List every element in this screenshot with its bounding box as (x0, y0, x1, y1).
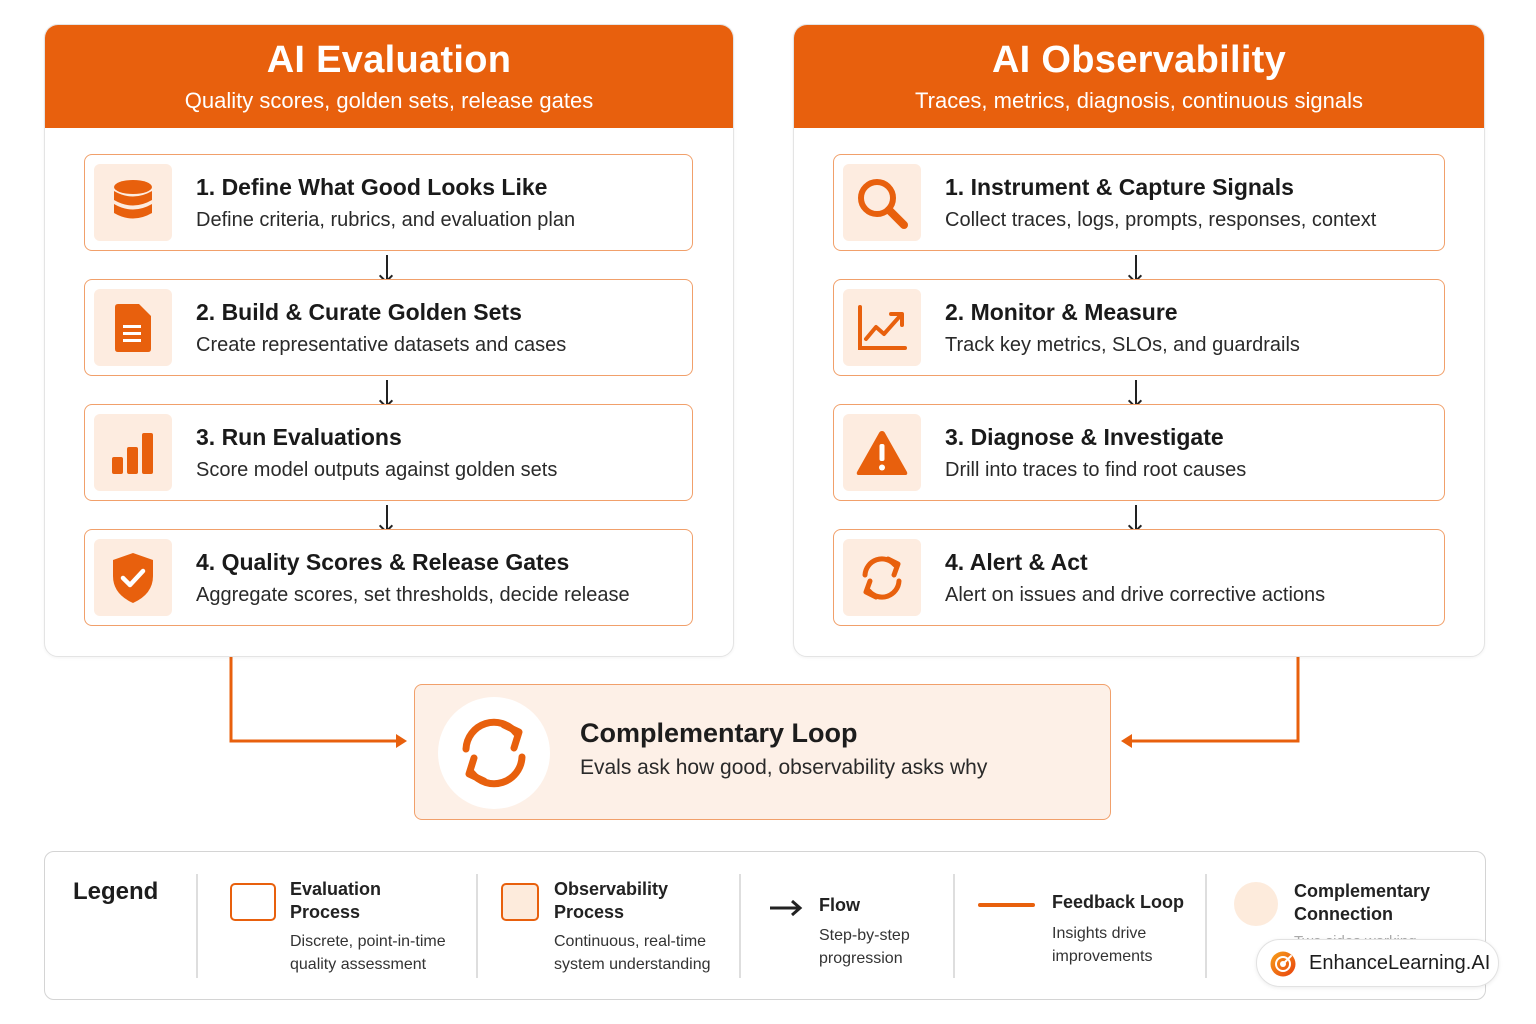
flow-arrow (386, 380, 388, 404)
legend-desc: Step-by-step progression (819, 927, 910, 967)
flow-arrow (1135, 255, 1137, 279)
observability-header (794, 25, 1484, 128)
warning-icon (843, 414, 921, 491)
document-icon (94, 289, 172, 366)
legend-desc: Continuous, real-time system understanding (554, 933, 711, 973)
observability-swatch (501, 883, 539, 921)
search-icon (843, 164, 921, 241)
observability-title: AI Observability (991, 38, 1287, 81)
brand-badge[interactable] (1256, 939, 1499, 987)
observability-panel (793, 24, 1485, 657)
legend-item-flow (819, 894, 910, 970)
legend-divider (476, 874, 478, 978)
right-feedback-arrowhead (1121, 734, 1132, 748)
legend-label: Evaluation Process (290, 879, 382, 922)
legend-divider (953, 874, 955, 978)
legend-title: Legend (73, 878, 159, 905)
step-title: 1. Define What Good Looks Like (196, 174, 548, 200)
feedback-loop-line-icon (978, 903, 1035, 907)
loop-title: Complementary Loop (580, 718, 858, 748)
evaluation-step-4 (84, 529, 693, 626)
database-icon (94, 164, 172, 241)
left-feedback-line (231, 657, 398, 741)
flow-arrow (386, 255, 388, 279)
evaluation-step-1 (84, 154, 693, 251)
legend-label: Feedback Loop (1052, 892, 1185, 912)
left-feedback-arrowhead (396, 734, 407, 748)
brand-logo-icon (1270, 951, 1296, 977)
step-desc: Aggregate scores, set thresholds, decide release (196, 584, 630, 606)
observability-subtitle: Traces, metrics, diagnosis, continuous signals (915, 87, 1363, 113)
connection-swatch (1234, 882, 1278, 926)
evaluation-swatch (230, 883, 276, 921)
line-chart-icon (843, 289, 921, 366)
flow-arrow (386, 505, 388, 529)
step-desc: Collect traces, logs, prompts, responses, context (945, 209, 1377, 231)
step-title: 4. Alert & Act (945, 549, 1088, 575)
evaluation-step-2 (84, 279, 693, 376)
step-desc: Drill into traces to find root causes (945, 459, 1247, 481)
step-desc: Score model outputs against golden sets (196, 459, 558, 481)
legend-label: Complementary Connection (1294, 881, 1431, 924)
cycle-icon (438, 697, 550, 809)
shield-check-icon (94, 539, 172, 616)
step-title: 2. Monitor & Measure (945, 299, 1178, 325)
flow-arrow (1135, 505, 1137, 529)
flow-arrow (1135, 380, 1137, 404)
legend-desc: Discrete, point-in-time quality assessment (290, 933, 446, 973)
bar-chart-icon (94, 414, 172, 491)
step-title: 2. Build & Curate Golden Sets (196, 299, 522, 325)
step-title: 4. Quality Scores & Release Gates (196, 549, 570, 575)
evaluation-panel (44, 24, 734, 657)
step-desc: Alert on issues and drive corrective actions (945, 584, 1326, 606)
loop-desc: Evals ask how good, observability asks why (580, 756, 988, 779)
observability-step-4 (833, 529, 1445, 626)
observability-step-3 (833, 404, 1445, 501)
evaluation-header (45, 25, 733, 128)
evaluation-subtitle: Quality scores, golden sets, release gates (184, 87, 594, 113)
evaluation-step-3 (84, 404, 693, 501)
step-title: 3. Diagnose & Investigate (945, 424, 1224, 450)
refresh-icon (843, 539, 921, 616)
legend-item-feedback (1052, 891, 1184, 968)
legend-divider (196, 874, 198, 978)
flow-arrow-icon (768, 898, 804, 918)
observability-step-2 (833, 279, 1445, 376)
step-desc: Create representative datasets and cases (196, 334, 567, 356)
evaluation-title: AI Evaluation (266, 38, 512, 81)
step-desc: Track key metrics, SLOs, and guardrails (945, 334, 1300, 356)
legend-divider (739, 874, 741, 978)
brand-text: EnhanceLearning.AI (1309, 952, 1491, 974)
legend-label: Observability Process (554, 879, 669, 922)
complementary-loop (414, 684, 1111, 820)
legend-item-observability (554, 878, 711, 976)
legend-desc: Insights drive improvements (1052, 925, 1153, 965)
step-title: 1. Instrument & Capture Signals (945, 174, 1294, 200)
step-title: 3. Run Evaluations (196, 424, 402, 450)
legend-label: Flow (819, 895, 860, 915)
legend-item-evaluation (290, 878, 446, 976)
step-desc: Define criteria, rubrics, and evaluation plan (196, 209, 576, 231)
observability-step-1 (833, 154, 1445, 251)
right-feedback-line (1130, 657, 1298, 741)
legend-divider (1205, 874, 1207, 978)
